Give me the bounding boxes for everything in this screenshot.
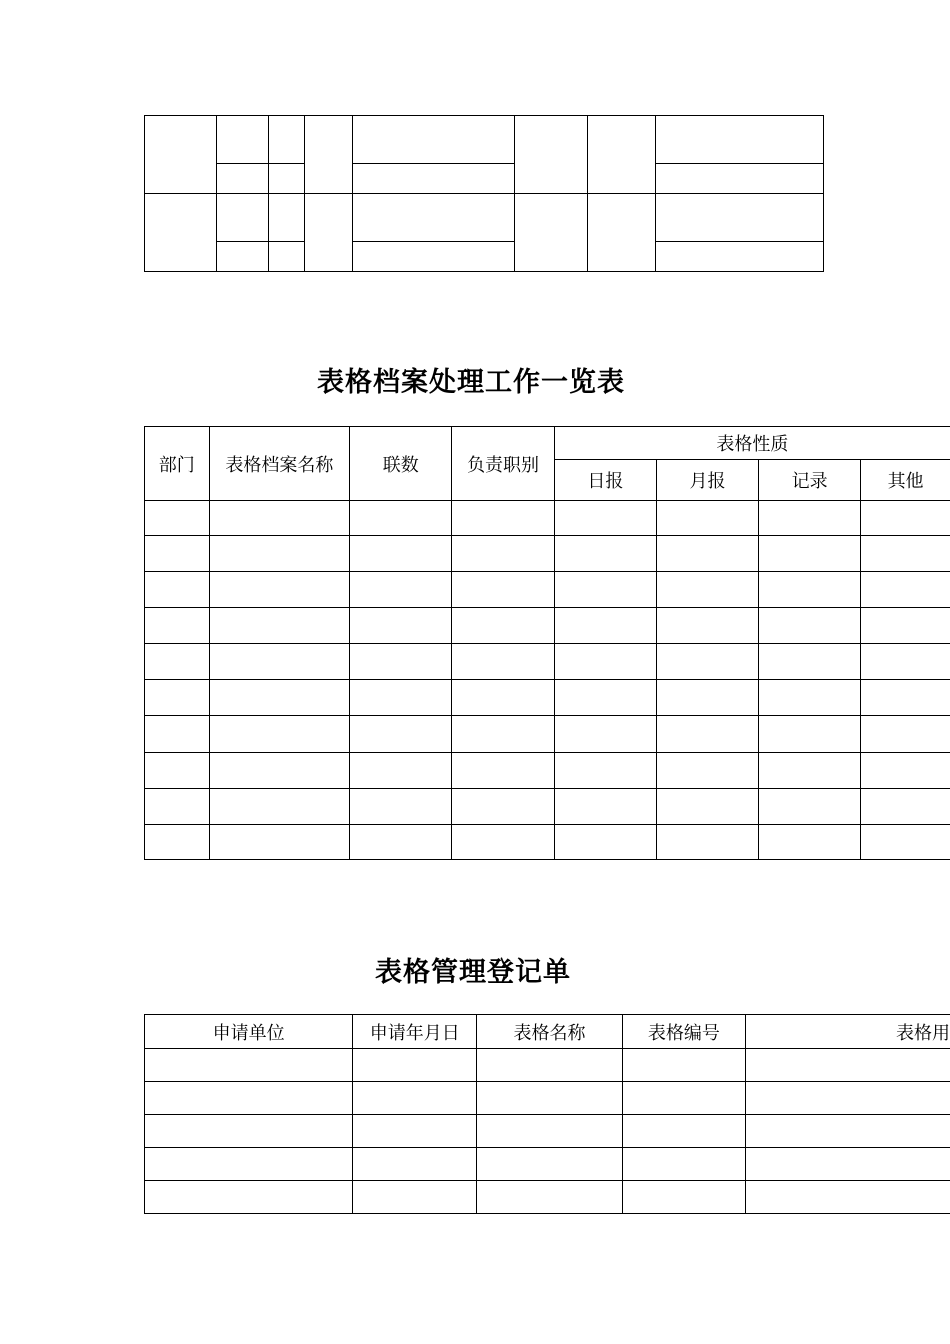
table-cell[interactable]	[759, 825, 861, 860]
table-cell[interactable]	[209, 716, 350, 753]
table-cell[interactable]	[452, 825, 555, 860]
table-cell[interactable]	[745, 1148, 950, 1181]
table-cell[interactable]	[145, 501, 210, 536]
table-cell[interactable]	[554, 608, 656, 644]
table-cell[interactable]	[350, 789, 452, 825]
table-cell[interactable]	[861, 608, 950, 644]
table-cell[interactable]	[759, 680, 861, 716]
table-cell[interactable]	[622, 1148, 745, 1181]
table-cell[interactable]	[861, 716, 950, 753]
table-cell[interactable]	[350, 753, 452, 789]
table-cell[interactable]	[145, 680, 210, 716]
table-cell[interactable]	[554, 716, 656, 753]
table-cell[interactable]	[145, 1082, 353, 1115]
table-cell[interactable]	[209, 753, 350, 789]
table-cell[interactable]	[622, 1115, 745, 1148]
table-cell[interactable]	[452, 753, 555, 789]
table-cell[interactable]	[209, 789, 350, 825]
table-cell[interactable]	[515, 116, 588, 194]
table-row	[145, 644, 950, 680]
table-cell[interactable]	[353, 1148, 477, 1181]
table-cell[interactable]	[353, 194, 515, 242]
table-cell[interactable]	[656, 501, 758, 536]
header-responsible: 负责职别	[452, 427, 555, 501]
table-cell[interactable]	[656, 242, 824, 272]
header-daily: 日报	[554, 460, 656, 501]
table-cell[interactable]	[588, 116, 656, 194]
table-row	[145, 501, 950, 536]
table-cell[interactable]	[452, 716, 555, 753]
table-row	[145, 789, 950, 825]
table-cell[interactable]	[217, 164, 269, 194]
table-cell[interactable]	[588, 194, 656, 272]
table-cell[interactable]	[656, 608, 758, 644]
table-cell[interactable]	[353, 1049, 477, 1082]
table-cell[interactable]	[554, 501, 656, 536]
table-cell[interactable]	[145, 716, 210, 753]
header-form-usage: 表格用	[745, 1015, 950, 1049]
table-cell[interactable]	[656, 536, 758, 572]
table-row	[145, 1049, 950, 1082]
table-cell[interactable]	[477, 1148, 623, 1181]
header-form-nature: 表格性质	[554, 427, 950, 460]
header-form-name: 表格名称	[477, 1015, 623, 1049]
table-row	[145, 608, 950, 644]
table-cell[interactable]	[209, 608, 350, 644]
table-row	[145, 1115, 950, 1148]
table-cell[interactable]	[554, 753, 656, 789]
table-cell[interactable]	[305, 116, 353, 194]
table-cell[interactable]	[554, 789, 656, 825]
table-cell[interactable]	[452, 680, 555, 716]
table-row	[145, 716, 950, 753]
table-cell[interactable]	[554, 644, 656, 680]
table-cell[interactable]	[145, 116, 217, 194]
table-row	[145, 1181, 950, 1214]
table-row	[145, 572, 950, 608]
table-cell[interactable]	[145, 1049, 353, 1082]
table-cell[interactable]	[554, 825, 656, 860]
table-cell[interactable]	[759, 572, 861, 608]
table-cell[interactable]	[861, 536, 950, 572]
table-cell[interactable]	[861, 789, 950, 825]
table-cell[interactable]	[209, 572, 350, 608]
table-cell[interactable]	[745, 1049, 950, 1082]
table-row	[145, 753, 950, 789]
table-cell[interactable]	[656, 116, 824, 164]
table-cell[interactable]	[656, 164, 824, 194]
table-cell[interactable]	[745, 1115, 950, 1148]
table-cell[interactable]	[145, 536, 210, 572]
table-cell[interactable]	[861, 680, 950, 716]
table-cell[interactable]	[353, 242, 515, 272]
table-cell[interactable]	[145, 1181, 353, 1214]
header-applicant-unit: 申请单位	[145, 1015, 353, 1049]
table-cell[interactable]	[861, 753, 950, 789]
table-cell[interactable]	[209, 536, 350, 572]
table-cell[interactable]	[350, 501, 452, 536]
table-cell[interactable]	[656, 572, 758, 608]
table-cell[interactable]	[209, 644, 350, 680]
archive-table	[144, 426, 950, 860]
table-cell[interactable]	[861, 501, 950, 536]
table-cell[interactable]	[759, 716, 861, 753]
table-cell[interactable]	[515, 194, 588, 272]
table-cell[interactable]	[145, 789, 210, 825]
table-cell[interactable]	[452, 501, 555, 536]
table-row	[145, 1082, 950, 1115]
table-cell[interactable]	[477, 1181, 623, 1214]
table-cell[interactable]	[656, 194, 824, 242]
table-cell[interactable]	[759, 536, 861, 572]
table-cell[interactable]	[145, 608, 210, 644]
table-cell[interactable]	[477, 1115, 623, 1148]
table-cell[interactable]	[452, 572, 555, 608]
register-table	[144, 1014, 950, 1214]
table-cell[interactable]	[656, 825, 758, 860]
table-row	[145, 536, 950, 572]
archive-table-title: 表格档案处理工作一览表	[317, 367, 625, 398]
table-cell[interactable]	[353, 1115, 477, 1148]
table-cell[interactable]	[759, 501, 861, 536]
table-cell[interactable]	[656, 716, 758, 753]
table-cell[interactable]	[353, 1082, 477, 1115]
table-cell[interactable]	[145, 753, 210, 789]
table-cell[interactable]	[477, 1082, 623, 1115]
table-cell[interactable]	[269, 242, 305, 272]
header-copies: 联数	[350, 427, 452, 501]
table-cell[interactable]	[353, 164, 515, 194]
table-cell[interactable]	[269, 164, 305, 194]
table-cell[interactable]	[745, 1082, 950, 1115]
table-cell[interactable]	[350, 644, 452, 680]
table-cell[interactable]	[350, 608, 452, 644]
table-cell[interactable]	[217, 116, 269, 164]
table-cell[interactable]	[861, 644, 950, 680]
table-cell[interactable]	[656, 644, 758, 680]
table-cell[interactable]	[353, 1181, 477, 1214]
table-cell[interactable]	[145, 1148, 353, 1181]
table-cell[interactable]	[353, 116, 515, 164]
header-apply-date: 申请年月日	[353, 1015, 477, 1049]
header-dept: 部门	[145, 427, 210, 501]
header-other: 其他	[861, 460, 950, 501]
table-cell[interactable]	[145, 194, 217, 272]
table-cell[interactable]	[269, 194, 305, 242]
table-cell[interactable]	[209, 825, 350, 860]
table-row	[145, 680, 950, 716]
table-cell[interactable]	[350, 536, 452, 572]
table-cell[interactable]	[622, 1082, 745, 1115]
table-cell[interactable]	[452, 608, 555, 644]
table-cell[interactable]	[477, 1049, 623, 1082]
table-cell[interactable]	[209, 501, 350, 536]
table-row	[145, 1148, 950, 1181]
table-cell[interactable]	[759, 608, 861, 644]
table-cell[interactable]	[554, 536, 656, 572]
table-row	[145, 825, 950, 860]
table-cell[interactable]	[209, 680, 350, 716]
table-cell[interactable]	[554, 572, 656, 608]
table-cell[interactable]	[145, 644, 210, 680]
table-cell[interactable]	[350, 716, 452, 753]
previous-form-table	[144, 115, 824, 272]
table-cell[interactable]	[452, 789, 555, 825]
register-table-title: 表格管理登记单	[375, 957, 571, 988]
table-cell[interactable]	[656, 680, 758, 716]
header-form-name: 表格档案名称	[209, 427, 350, 501]
table-cell[interactable]	[622, 1049, 745, 1082]
table-cell[interactable]	[217, 194, 269, 242]
table-cell[interactable]	[656, 753, 758, 789]
table-cell[interactable]	[452, 644, 555, 680]
table-cell[interactable]	[452, 536, 555, 572]
table-cell[interactable]	[745, 1181, 950, 1214]
table-cell[interactable]	[350, 825, 452, 860]
table-cell[interactable]	[656, 789, 758, 825]
header-record: 记录	[759, 460, 861, 501]
table-cell[interactable]	[554, 680, 656, 716]
table-cell[interactable]	[759, 644, 861, 680]
header-monthly: 月报	[656, 460, 758, 501]
table-cell[interactable]	[350, 680, 452, 716]
table-cell[interactable]	[759, 753, 861, 789]
table-cell[interactable]	[145, 825, 210, 860]
table-cell[interactable]	[861, 825, 950, 860]
table-cell[interactable]	[269, 116, 305, 164]
table-cell[interactable]	[305, 194, 353, 272]
table-cell[interactable]	[350, 572, 452, 608]
table-cell[interactable]	[759, 789, 861, 825]
table-cell[interactable]	[145, 572, 210, 608]
table-cell[interactable]	[622, 1181, 745, 1214]
header-form-number: 表格编号	[622, 1015, 745, 1049]
table-cell[interactable]	[861, 572, 950, 608]
table-cell[interactable]	[217, 242, 269, 272]
table-cell[interactable]	[145, 1115, 353, 1148]
